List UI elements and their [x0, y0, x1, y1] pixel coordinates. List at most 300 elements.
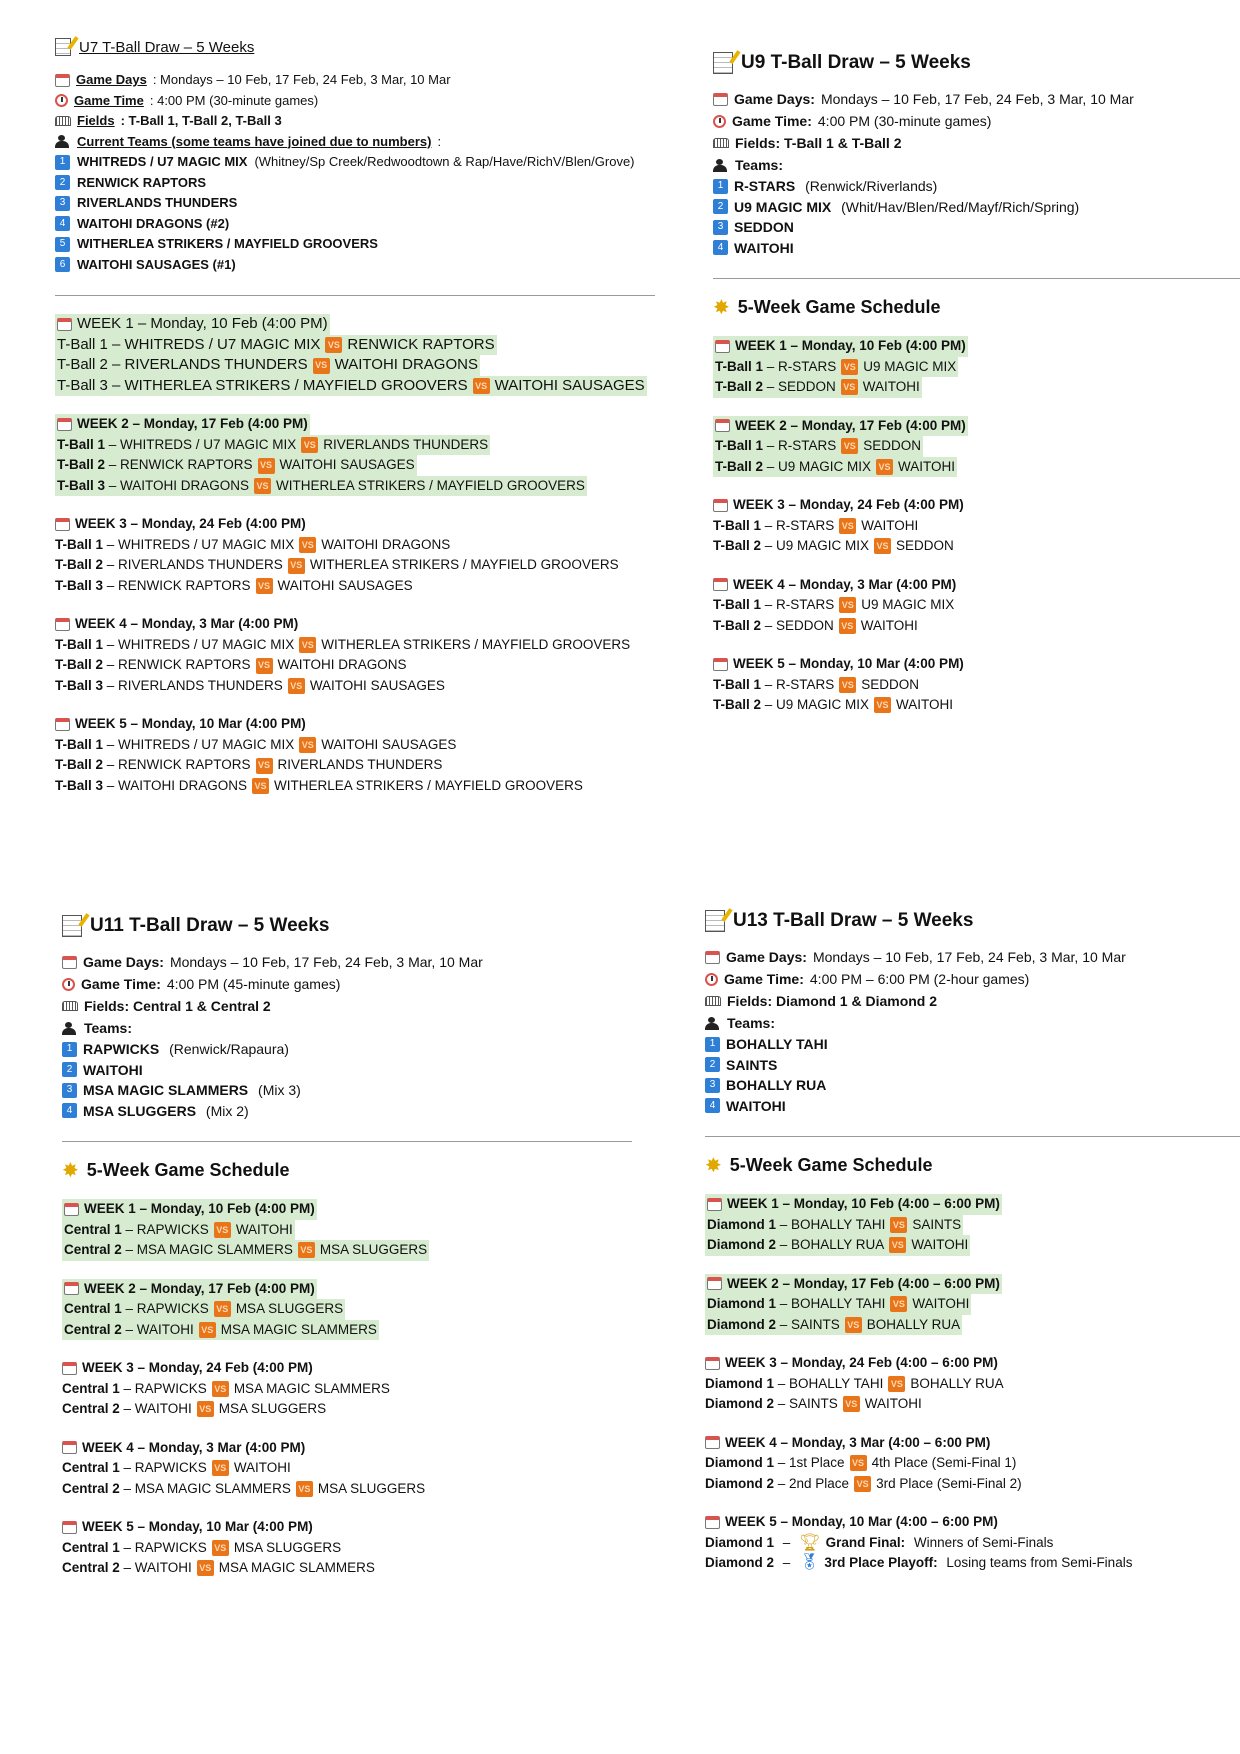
- number-4-icon: 4: [705, 1098, 720, 1113]
- team-name: RAPWICKS: [83, 1041, 160, 1057]
- vs-icon: VS: [288, 678, 305, 694]
- game-row: [705, 1474, 1240, 1495]
- number-2-icon: 2: [62, 1062, 77, 1077]
- team-a: T-Ball 1 – WHITREDS / U7 MAGIC MIX: [57, 335, 321, 353]
- team-a: T-Ball 2 – RIVERLANDS THUNDERS: [57, 356, 308, 374]
- vs-icon: VS: [890, 1296, 907, 1312]
- team-name: WAITOHI DRAGONS (#2): [77, 215, 230, 231]
- team-a: T-Ball 3 – WITHERLEA STRIKERS / MAYFIELD GROOVERS: [57, 376, 468, 394]
- team-name: MSA MAGIC SLAMMERS: [83, 1082, 249, 1098]
- calendar-icon: [64, 1203, 79, 1216]
- u13-info: [705, 946, 1240, 1116]
- teams-label: Teams:: [735, 157, 783, 173]
- field-name: Central 1: [62, 1539, 120, 1555]
- team-a: – RENWICK RAPTORS: [103, 757, 251, 773]
- alarm-clock-icon: [62, 978, 75, 991]
- field-name: Diamond 2: [705, 1396, 775, 1411]
- u11-title: U11 T-Ball Draw – 5 Weeks: [90, 915, 330, 936]
- team-a: – R-STARS: [761, 676, 835, 692]
- team-a: – RENWICK RAPTORS: [103, 657, 251, 673]
- game-row: [705, 1374, 1240, 1395]
- game-time-label: Game Time:: [724, 971, 804, 987]
- week-heading-text: WEEK 5 – Monday, 10 Mar (4:00 PM): [82, 1519, 313, 1534]
- game-row: [62, 1538, 632, 1559]
- schedule-title: 5-Week Game Schedule: [737, 297, 941, 317]
- u11-info: [62, 951, 632, 1121]
- u9-title: U9 T-Ball Draw – 5 Weeks: [741, 52, 971, 73]
- calendar-icon: [705, 951, 720, 964]
- memo-icon: [55, 38, 71, 56]
- stadium-icon: [62, 1001, 78, 1011]
- field-name: T-Ball 3: [57, 477, 106, 493]
- field-name: T-Ball 2: [713, 697, 762, 712]
- week-heading: [705, 1194, 1002, 1215]
- game-row: [62, 1240, 429, 1261]
- team-a: – RAPWICKS: [119, 1380, 207, 1396]
- team-item: [713, 217, 1240, 238]
- team-name: RIVERLANDS THUNDERS: [77, 195, 238, 210]
- vs-icon: VS: [299, 637, 316, 653]
- vs-icon: VS: [890, 1217, 907, 1233]
- field-name: T-Ball 2: [713, 617, 762, 633]
- week-heading-text: WEEK 3 – Monday, 24 Feb (4:00 PM): [733, 497, 964, 512]
- game-row: [55, 755, 655, 776]
- week-heading-text: WEEK 4 – Monday, 3 Mar (4:00 – 6:00 PM): [725, 1434, 991, 1450]
- field-name: T-Ball 3: [55, 577, 104, 593]
- game-days-value: Mondays – 10 Feb, 17 Feb, 24 Feb, 3 Mar, 10 Mar: [820, 91, 1134, 107]
- teams-suffix: :: [437, 133, 442, 149]
- game-row: [55, 676, 655, 697]
- field-name: T-Ball 1: [715, 438, 764, 453]
- game-row: Diamond 1 – 🏆︎ Grand Final: Winners of Semi-Finals: [705, 1533, 1054, 1553]
- calendar-icon: [713, 499, 728, 512]
- team-item: [55, 255, 655, 276]
- week-heading-text: WEEK 4 – Monday, 3 Mar (4:00 PM): [733, 576, 957, 592]
- vs-icon: VS: [839, 518, 856, 534]
- week-heading: [713, 336, 968, 357]
- game-row: [713, 695, 1240, 716]
- week-heading: [62, 1358, 632, 1379]
- team-item: [55, 214, 655, 235]
- team-name: SEDDON: [734, 219, 794, 235]
- u7-section: [55, 38, 655, 814]
- team-item: [62, 1039, 632, 1060]
- team-a: – RENWICK RAPTORS: [105, 457, 253, 473]
- field-name: Diamond 1: [705, 1455, 775, 1470]
- number-2-icon: 2: [713, 199, 728, 214]
- number-1-icon: 1: [705, 1037, 720, 1052]
- u7-week-4: [55, 714, 655, 796]
- divider: [55, 295, 655, 296]
- team-b: 4th Place (Semi-Final 1): [871, 1455, 1017, 1470]
- game-time-label: Game Time: [74, 92, 144, 108]
- u13-section: [705, 910, 1240, 1592]
- team-item: [62, 1060, 632, 1081]
- u11-section: [62, 915, 632, 1597]
- number-2-icon: 2: [705, 1057, 720, 1072]
- team-note: (Mix 2): [202, 1102, 249, 1119]
- game-time-label: Game Time:: [732, 113, 812, 129]
- field-name: Central 2: [62, 1401, 120, 1416]
- teams-label: Teams:: [84, 1020, 132, 1036]
- game-row: [55, 735, 655, 756]
- fields-value: : T-Ball 1, T-Ball 2, T-Ball 3: [120, 113, 282, 128]
- fields-label: Fields: T-Ball 1 & T-Ball 2: [735, 135, 902, 151]
- team-a: – 1st Place: [774, 1455, 845, 1470]
- team-name: RENWICK RAPTORS: [77, 174, 207, 190]
- team-b: WAITOHI: [896, 697, 954, 712]
- game-row: [713, 595, 1240, 616]
- game-time-value: 4:00 PM – 6:00 PM (2-hour games): [809, 971, 1030, 987]
- team-a: – U9 MAGIC MIX: [761, 538, 870, 553]
- u11-week-2: [62, 1279, 632, 1341]
- team-name: WITHERLEA STRIKERS / MAYFIELD GROOVERS: [77, 236, 378, 251]
- game-row: [713, 675, 1240, 696]
- number-4-icon: 4: [713, 240, 728, 255]
- week-heading: [705, 1433, 1240, 1454]
- field-name: T-Ball 1: [713, 517, 762, 533]
- team-item: [713, 197, 1240, 218]
- u7-week-1: [55, 314, 655, 396]
- team-name: WAITOHI SAUSAGES (#1): [77, 256, 236, 272]
- team-name: WHITREDS / U7 MAGIC MIX: [77, 154, 248, 169]
- team-item: [705, 1096, 1240, 1117]
- week-heading: [705, 1353, 1240, 1374]
- vs-icon: VS: [214, 1301, 231, 1317]
- team-b: WAITOHI: [864, 1396, 922, 1411]
- team-a: – MSA MAGIC SLAMMERS: [121, 1242, 293, 1257]
- vs-icon: VS: [197, 1560, 214, 1576]
- team-b: WAITOHI DRAGONS: [321, 536, 451, 552]
- field-name: T-Ball 1: [57, 436, 106, 452]
- calendar-icon: [707, 1198, 722, 1211]
- vs-icon: VS: [254, 478, 271, 494]
- game-row: [62, 1399, 632, 1420]
- team-b: SEDDON: [896, 538, 954, 553]
- vs-icon: VS: [212, 1381, 229, 1397]
- vs-icon: VS: [214, 1222, 231, 1238]
- team-a: – R-STARS: [763, 358, 837, 374]
- team-b: WAITOHI DRAGONS: [334, 356, 478, 374]
- u9-section: [713, 52, 1240, 734]
- schedule-title: 5-Week Game Schedule: [729, 1155, 933, 1175]
- week-heading-text: WEEK 3 – Monday, 24 Feb (4:00 PM): [82, 1360, 313, 1375]
- field-name: Central 2: [62, 1560, 120, 1575]
- team-note: (Renwick/Rapaura): [165, 1041, 289, 1057]
- people-icon: [55, 135, 71, 148]
- field-name: T-Ball 2: [55, 657, 104, 673]
- game-days-value: Mondays – 10 Feb, 17 Feb, 24 Feb, 3 Mar, 10 Mar: [169, 954, 483, 970]
- team-name: WAITOHI: [83, 1061, 143, 1078]
- team-b: WITHERLEA STRIKERS / MAYFIELD GROOVERS: [274, 777, 583, 793]
- field-name: Central 1: [62, 1380, 120, 1396]
- team-a: – RAPWICKS: [119, 1539, 207, 1555]
- vs-icon: VS: [874, 538, 891, 554]
- team-b: MSA SLUGGERS: [233, 1539, 342, 1555]
- vs-icon: VS: [288, 558, 305, 574]
- field-name: T-Ball 1: [713, 597, 762, 612]
- calendar-icon: [62, 1441, 77, 1454]
- team-a: – BOHALLY RUA: [776, 1237, 885, 1252]
- u9-title-row: [713, 52, 1240, 74]
- week-heading: [55, 714, 655, 735]
- number-2-icon: 2: [55, 175, 70, 190]
- week-heading: [713, 416, 968, 437]
- u13-week-4: [705, 1433, 1240, 1495]
- team-a: – R-STARS: [761, 517, 835, 533]
- team-b: SEDDON: [861, 676, 920, 692]
- team-b: WAITOHI: [898, 458, 956, 474]
- game-time-label: Game Time:: [81, 976, 161, 992]
- u13-title-row: [705, 910, 1240, 932]
- week-heading: [62, 1279, 317, 1300]
- game-row: [55, 435, 490, 456]
- game-row: [55, 555, 655, 576]
- vs-icon: VS: [839, 618, 856, 634]
- team-b: SAINTS: [912, 1216, 962, 1232]
- game-row: [713, 457, 957, 478]
- vs-icon: VS: [256, 658, 273, 674]
- field-name: T-Ball 1: [55, 736, 104, 752]
- divider: [713, 278, 1240, 279]
- vs-icon: VS: [845, 1317, 862, 1333]
- game-time-value: 4:00 PM (45-minute games): [166, 976, 341, 992]
- team-item: [55, 234, 655, 255]
- team-a: – WHITREDS / U7 MAGIC MIX: [103, 636, 295, 652]
- vs-icon: VS: [889, 1237, 906, 1253]
- number-3-icon: 3: [55, 196, 70, 211]
- team-a: – R-STARS: [761, 597, 835, 612]
- team-b: WAITOHI: [233, 1460, 291, 1475]
- u11-week-list: [62, 1199, 632, 1579]
- team-item: [705, 1034, 1240, 1055]
- u11-team-list: [62, 1039, 632, 1121]
- u9-week-5: [713, 654, 1240, 716]
- vs-icon: VS: [854, 1476, 871, 1492]
- u7-week-1-games: [55, 335, 655, 397]
- u9-week-list: [713, 336, 1240, 716]
- team-b: 3rd Place (Semi-Final 2): [876, 1475, 1022, 1491]
- calendar-icon: [715, 419, 730, 432]
- game-row: [62, 1458, 632, 1479]
- game-row: [705, 1394, 1240, 1415]
- game-row: [55, 576, 655, 597]
- calendar-icon: [55, 74, 70, 87]
- game-row: [713, 377, 922, 398]
- team-b: MSA SLUGGERS: [218, 1401, 327, 1416]
- team-b: WAITOHI SAUSAGES: [309, 677, 445, 693]
- vs-icon: VS: [298, 1242, 315, 1258]
- u11-title-row: [62, 915, 632, 937]
- number-3-icon: 3: [705, 1078, 720, 1093]
- game-row: [713, 536, 1240, 557]
- game-row: [713, 436, 923, 457]
- team-a: – RAPWICKS: [121, 1221, 209, 1237]
- team-name: BOHALLY RUA: [726, 1077, 827, 1093]
- game-row: [713, 616, 1240, 637]
- field-name: Central 2: [62, 1480, 120, 1496]
- vs-icon: VS: [199, 1322, 216, 1338]
- field-name: T-Ball 1: [55, 636, 104, 652]
- memo-icon: [705, 910, 725, 932]
- number-3-icon: 3: [713, 220, 728, 235]
- field-name: T-Ball 2: [55, 557, 104, 573]
- team-a: – WHITREDS / U7 MAGIC MIX: [105, 436, 297, 452]
- team-b: WITHERLEA STRIKERS / MAYFIELD GROOVERS: [321, 636, 631, 652]
- u7-week-1: [55, 414, 655, 496]
- calendar-icon: [55, 718, 70, 731]
- calendar-icon: [55, 518, 70, 531]
- number-5-icon: 5: [55, 237, 70, 252]
- team-item: [55, 152, 655, 173]
- vs-icon: VS: [299, 737, 316, 753]
- team-a: – BOHALLY TAHI: [776, 1216, 886, 1232]
- field-name: Central 2: [64, 1321, 122, 1337]
- game-days-value: : Mondays – 10 Feb, 17 Feb, 24 Feb, 3 Mar, 10 Mar: [152, 72, 451, 87]
- field-name: T-Ball 1: [55, 536, 104, 552]
- field-name: T-Ball 1: [715, 358, 764, 374]
- team-name: U9 MAGIC MIX: [734, 198, 832, 215]
- game-row: [62, 1299, 345, 1320]
- vs-icon: VS: [256, 758, 273, 774]
- game-row: [705, 1294, 971, 1315]
- team-item: [62, 1080, 632, 1101]
- vs-icon: VS: [252, 778, 269, 794]
- week-heading: [62, 1199, 317, 1220]
- calendar-icon: [57, 418, 72, 431]
- field-name: Central 2: [64, 1242, 122, 1257]
- u13-week-1: [705, 1194, 1240, 1256]
- calendar-icon: [62, 956, 77, 969]
- divider: [62, 1141, 632, 1142]
- team-a: – SAINTS: [774, 1396, 838, 1411]
- calendar-icon: [713, 93, 728, 106]
- team-b: MSA MAGIC SLAMMERS: [220, 1321, 377, 1337]
- week-heading-text: WEEK 1 – Monday, 10 Feb (4:00 – 6:00 PM): [727, 1196, 1000, 1211]
- team-a: – SAINTS: [776, 1316, 840, 1332]
- calendar-icon: [705, 1436, 720, 1449]
- game-row: [55, 476, 587, 497]
- game-row: [55, 535, 655, 556]
- game-time-value: : 4:00 PM (30-minute games): [149, 92, 319, 108]
- calendar-icon: [707, 1277, 722, 1290]
- vs-icon: VS: [256, 578, 273, 594]
- game-row: [55, 635, 655, 656]
- week-heading-text: WEEK 1 – Monday, 10 Feb (4:00 PM): [84, 1201, 315, 1216]
- game-row: [62, 1220, 295, 1241]
- u9-schedule-title-row: [713, 297, 1240, 318]
- team-item: [705, 1075, 1240, 1096]
- team-b: WAITOHI SAUSAGES: [321, 736, 457, 752]
- game-row: Diamond 2 – 🏅︎ 3rd Place Playoff: Losing teams from Semi-Finals: [705, 1554, 1133, 1572]
- vs-icon: VS: [296, 1481, 313, 1497]
- week-heading-text: WEEK 2 – Monday, 17 Feb (4:00 PM): [77, 416, 308, 432]
- number-6-icon: 6: [55, 257, 70, 272]
- team-b: WAITOHI SAUSAGES: [494, 376, 645, 394]
- team-a: – RENWICK RAPTORS: [103, 577, 251, 593]
- people-icon: [62, 1022, 78, 1035]
- u7-title: U7 T-Ball Draw – 5 Weeks: [79, 38, 255, 56]
- team-item: [62, 1101, 632, 1122]
- field-name: T-Ball 2: [715, 458, 764, 474]
- field-name: T-Ball 2: [713, 538, 762, 553]
- team-a: – WAITOHI: [119, 1401, 192, 1416]
- stadium-icon: [55, 116, 71, 126]
- stadium-icon: [705, 996, 721, 1006]
- week-heading: WEEK 1 – Monday, 10 Feb (4:00 PM): [55, 314, 330, 335]
- team-name: WAITOHI: [726, 1097, 786, 1114]
- game-row: [62, 1320, 379, 1341]
- trophy-icon: 🏆︎: [799, 1533, 821, 1553]
- team-b: MSA MAGIC SLAMMERS: [233, 1380, 390, 1396]
- team-b: WAITOHI: [911, 1237, 969, 1252]
- team-a: – SEDDON: [763, 379, 836, 394]
- team-note: (Whitney/Sp Creek/Redwoodtown & Rap/Have/RichV/Blen/Grove): [254, 154, 635, 169]
- vs-icon: VS: [839, 597, 856, 613]
- week-heading-text: WEEK 5 – Monday, 10 Mar (4:00 PM): [733, 656, 964, 671]
- team-name: R-STARS: [734, 178, 796, 194]
- team-b: WITHERLEA STRIKERS / MAYFIELD GROOVERS: [276, 477, 585, 493]
- number-3-icon: 3: [62, 1083, 77, 1098]
- alarm-clock-icon: [705, 973, 718, 986]
- field-name: Diamond 1: [705, 1375, 775, 1391]
- week-heading: [705, 1274, 1002, 1295]
- team-a: – MSA MAGIC SLAMMERS: [119, 1480, 291, 1496]
- field-name: T-Ball 1: [713, 676, 762, 692]
- team-a: – WAITOHI DRAGONS: [103, 777, 248, 793]
- field-name: T-Ball 3: [55, 777, 104, 793]
- field-name: T-Ball 2: [715, 379, 764, 394]
- game-row: [62, 1479, 632, 1500]
- vs-icon: VS: [839, 677, 856, 693]
- u11-week-5: [62, 1517, 632, 1579]
- u7-info: [55, 70, 655, 275]
- field-name: Central 1: [64, 1221, 122, 1237]
- team-b: WAITOHI: [862, 379, 920, 394]
- calendar-icon: [705, 1357, 720, 1370]
- game-row: [55, 376, 647, 397]
- week-heading: [713, 654, 1240, 675]
- vs-icon: VS: [843, 1396, 860, 1412]
- team-b: MSA SLUGGERS: [317, 1480, 426, 1496]
- team-item: [713, 238, 1240, 259]
- number-1-icon: 1: [713, 179, 728, 194]
- u13-week-2: [705, 1274, 1240, 1336]
- team-item: [55, 173, 655, 194]
- team-a: – RIVERLANDS THUNDERS: [103, 557, 283, 573]
- number-4-icon: 4: [62, 1103, 77, 1118]
- team-b: WAITOHI SAUSAGES: [277, 577, 413, 593]
- field-name: Central 1: [64, 1301, 122, 1316]
- team-a: – BOHALLY TAHI: [776, 1296, 886, 1311]
- team-note: (Whit/Hav/Blen/Red/Mayf/Rich/Spring): [837, 198, 1080, 215]
- stadium-icon: [713, 138, 729, 148]
- u13-team-list: [705, 1034, 1240, 1116]
- team-b: RIVERLANDS THUNDERS: [323, 436, 489, 452]
- week-heading: WEEK 5 – Monday, 10 Mar (4:00 – 6:00 PM): [705, 1512, 1240, 1533]
- u13-schedule-title-row: [705, 1155, 1240, 1176]
- field-name: Central 1: [62, 1460, 120, 1475]
- week-heading-text: WEEK 2 – Monday, 17 Feb (4:00 PM): [735, 417, 966, 433]
- team-a: – BOHALLY TAHI: [774, 1375, 884, 1391]
- game-row: [713, 516, 1240, 537]
- week-heading: [713, 575, 1240, 596]
- u9-week-4: [713, 575, 1240, 637]
- week-heading-text: WEEK 2 – Monday, 17 Feb (4:00 PM): [84, 1280, 315, 1296]
- u11-week-3: [62, 1358, 632, 1420]
- calendar-icon: [715, 340, 730, 353]
- vs-icon: VS: [876, 459, 893, 475]
